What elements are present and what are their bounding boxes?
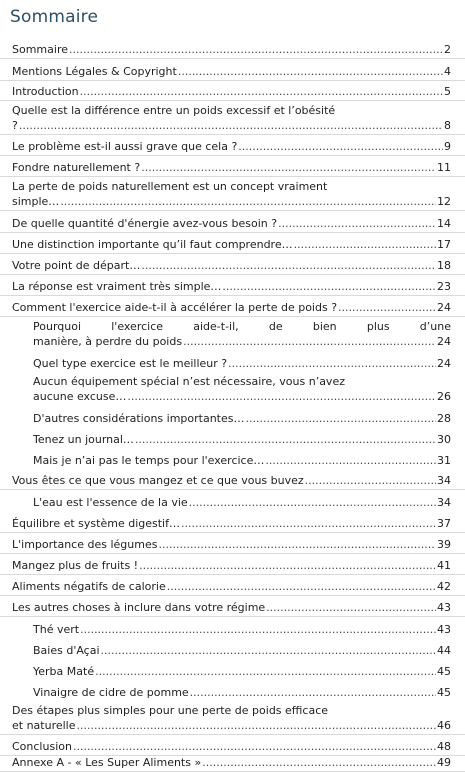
dot-leader — [69, 43, 443, 56]
page-title: Sommaire — [10, 7, 99, 27]
toc-entry-page-number: 17 — [437, 238, 451, 251]
toc-entry[interactable] — [0, 533, 465, 554]
toc-entry[interactable] — [0, 254, 465, 275]
dot-leader — [190, 686, 436, 699]
dot-leader — [95, 665, 436, 678]
dot-leader — [228, 357, 436, 370]
toc-entry-title-line: Aucun équipement spécial n’est nécessaire, vous n’avez — [33, 375, 345, 388]
toc-entry-title: Conclusion — [12, 740, 72, 753]
toc-entry-title: Mais je n’ai pas le temps pour l'exercice… — [33, 454, 265, 467]
toc-entry[interactable] — [0, 490, 465, 511]
dot-leader — [141, 259, 436, 272]
toc-entry-page-number: 28 — [437, 412, 451, 425]
toc-entry-page-number: 4 — [444, 65, 451, 78]
toc-entry[interactable] — [0, 659, 465, 680]
dot-leader — [246, 412, 437, 425]
toc-entry-page-number: 45 — [437, 665, 451, 678]
dot-leader — [141, 161, 436, 174]
toc-entry-page-number: 30 — [437, 433, 451, 446]
toc-entry[interactable] — [0, 617, 465, 638]
toc-entry-title: Fondre naturellement ? — [12, 161, 141, 174]
toc-entry-title: et naturelle — [12, 719, 76, 732]
dot-leader — [181, 517, 436, 530]
dot-leader — [19, 119, 443, 132]
toc-entry[interactable] — [0, 596, 465, 617]
toc-entry-page-number: 14 — [437, 217, 451, 230]
toc-entry-page-number: 12 — [437, 195, 451, 208]
toc-entry[interactable] — [0, 38, 465, 59]
dot-leader — [265, 454, 436, 467]
dot-leader — [135, 433, 436, 446]
toc-entry-title: Vous êtes ce que vous mangez et ce que vous buvez — [12, 474, 304, 487]
toc-entry-page-number: 34 — [437, 474, 451, 487]
toc-entry-title: ? — [12, 119, 18, 132]
toc-entry-page-number: 34 — [437, 496, 451, 509]
toc-entry-title-line: Quelle est la différence entre un poids excessif et l’obésité — [12, 104, 336, 117]
toc-entry-page-number: 43 — [437, 601, 451, 614]
toc-entry-page-number: 9 — [444, 140, 451, 153]
toc-entry[interactable] — [0, 638, 465, 659]
toc-entry-title: Thé vert — [33, 623, 80, 636]
toc-entry-title: Annexe A - « Les Super Aliments » — [12, 756, 202, 769]
toc-entry[interactable] — [0, 296, 465, 317]
dot-leader — [77, 719, 436, 732]
toc-entry-title: simple… — [12, 195, 60, 208]
toc-entry[interactable] — [0, 554, 465, 575]
toc-entry[interactable] — [0, 233, 465, 254]
toc-entry-title: Sommaire — [12, 43, 68, 56]
toc-entry-title: De quelle quantité d'énergie avez-vous besoin ? — [12, 217, 278, 230]
toc-entry[interactable] — [0, 680, 465, 701]
toc-entry-page-number: 48 — [437, 740, 451, 753]
dot-leader — [278, 217, 436, 230]
toc-entry[interactable] — [0, 156, 465, 177]
toc-entry-page-number: 18 — [437, 259, 451, 272]
toc-entry[interactable] — [0, 101, 465, 135]
toc-entry-page-number: 49 — [437, 756, 451, 769]
toc-entry[interactable] — [0, 211, 465, 233]
dot-leader — [222, 280, 436, 293]
dot-leader — [73, 740, 436, 753]
dot-leader — [80, 623, 436, 636]
toc-entry-title: D'autres considérations importantes… — [33, 412, 245, 425]
toc-entry[interactable] — [0, 350, 465, 372]
toc-entry[interactable] — [0, 575, 465, 596]
toc-entry-title: Introduction — [12, 85, 79, 98]
toc-entry-title: L'eau est l'essence de la vie — [33, 496, 188, 509]
dot-leader — [189, 496, 436, 509]
toc-entry-title-line: Des étapes plus simples pour une perte de poids efficace — [12, 704, 329, 717]
toc-entry-title: Tenez un journal… — [33, 433, 134, 446]
dot-leader — [101, 644, 436, 657]
toc-entry-title: Mangez plus de fruits ! — [12, 559, 139, 572]
dot-leader — [305, 474, 436, 487]
dot-leader — [60, 195, 436, 208]
toc-entry-page-number: 11 — [437, 161, 451, 174]
toc-entry[interactable] — [0, 405, 465, 427]
toc-entry-page-number: 37 — [437, 517, 451, 530]
toc-entry-title: manière, à perdre du poids — [33, 335, 183, 348]
toc-entry-page-number: 23 — [437, 280, 451, 293]
toc-entry[interactable] — [0, 372, 465, 405]
toc-entry[interactable] — [0, 59, 465, 81]
toc-entry-title: Le problème est-il aussi grave que cela ? — [12, 140, 238, 153]
toc-entry-title-line: Pourquoi l'exercice aide-t-il, de bien plus d’une — [33, 320, 451, 333]
toc-entry[interactable] — [0, 701, 465, 735]
toc-entry[interactable] — [0, 735, 465, 756]
toc-entry-page-number: 5 — [444, 85, 451, 98]
toc-entry-title: Votre point de départ… — [12, 259, 141, 272]
toc-entry-title: L'importance des légumes — [12, 538, 158, 551]
toc-entry[interactable] — [0, 317, 465, 350]
toc-entry-title: Baies d'Açai — [33, 644, 100, 657]
toc-entry[interactable] — [0, 448, 465, 469]
toc-entry-title: La réponse est vraiment très simple… — [12, 280, 222, 293]
toc-entry[interactable] — [0, 135, 465, 156]
dot-leader — [338, 301, 436, 314]
toc-entry[interactable] — [0, 427, 465, 448]
toc-entry[interactable] — [0, 511, 465, 533]
dot-leader — [202, 756, 436, 769]
dot-leader — [294, 238, 436, 251]
toc-entry[interactable] — [0, 177, 465, 211]
toc-entry-title: Yerba Maté — [33, 665, 95, 678]
toc-entry-page-number: 45 — [437, 686, 451, 699]
toc-entry-page-number: 24 — [437, 335, 451, 348]
toc-entry[interactable] — [0, 756, 465, 772]
dot-leader — [178, 65, 443, 78]
dot-leader — [266, 601, 436, 614]
toc-entry-page-number: 42 — [437, 580, 451, 593]
toc-entry[interactable] — [0, 469, 465, 490]
dot-leader — [238, 140, 443, 153]
toc-entry-page-number: 24 — [437, 301, 451, 314]
toc-entry-page-number: 2 — [444, 43, 451, 56]
dot-leader — [80, 85, 443, 98]
toc-entry-title: Comment l'exercice aide-t-il à accélérer la perte de poids ? — [12, 301, 338, 314]
toc-entry[interactable] — [0, 275, 465, 296]
toc-entry-page-number: 44 — [437, 644, 451, 657]
dot-leader — [127, 390, 436, 403]
toc-entry-title: Vinaigre de cidre de pomme — [33, 686, 189, 699]
toc-entry-title: Une distinction importante qu’il faut comprendre… — [12, 238, 293, 251]
toc-entry-title: Quel type exercice est le meilleur ? — [33, 357, 228, 370]
toc-entry[interactable] — [0, 81, 465, 101]
toc-entry-page-number: 24 — [437, 357, 451, 370]
dot-leader — [183, 335, 436, 348]
toc-entry-title-line: La perte de poids naturellement est un concept vraiment — [12, 180, 328, 193]
toc-entry-page-number: 43 — [437, 623, 451, 636]
toc-entry-page-number: 8 — [444, 119, 451, 132]
toc-entry-page-number: 41 — [437, 559, 451, 572]
toc-entry-page-number: 26 — [437, 390, 451, 403]
toc-entry-title: aucune excuse… — [33, 390, 127, 403]
toc-entry-title: Les autres choses à inclure dans votre régime — [12, 601, 266, 614]
dot-leader — [167, 580, 436, 593]
toc-entry-title: Aliments négatifs de calorie — [12, 580, 166, 593]
dot-leader — [139, 559, 436, 572]
toc-entry-title: Mentions Légales & Copyright — [12, 65, 177, 78]
toc-entry-page-number: 31 — [437, 454, 451, 467]
toc-entry-page-number: 39 — [437, 538, 451, 551]
toc-entry-title: Équilibre et système digestif… — [12, 517, 180, 530]
toc-entry-page-number: 46 — [437, 719, 451, 732]
dot-leader — [158, 538, 436, 551]
